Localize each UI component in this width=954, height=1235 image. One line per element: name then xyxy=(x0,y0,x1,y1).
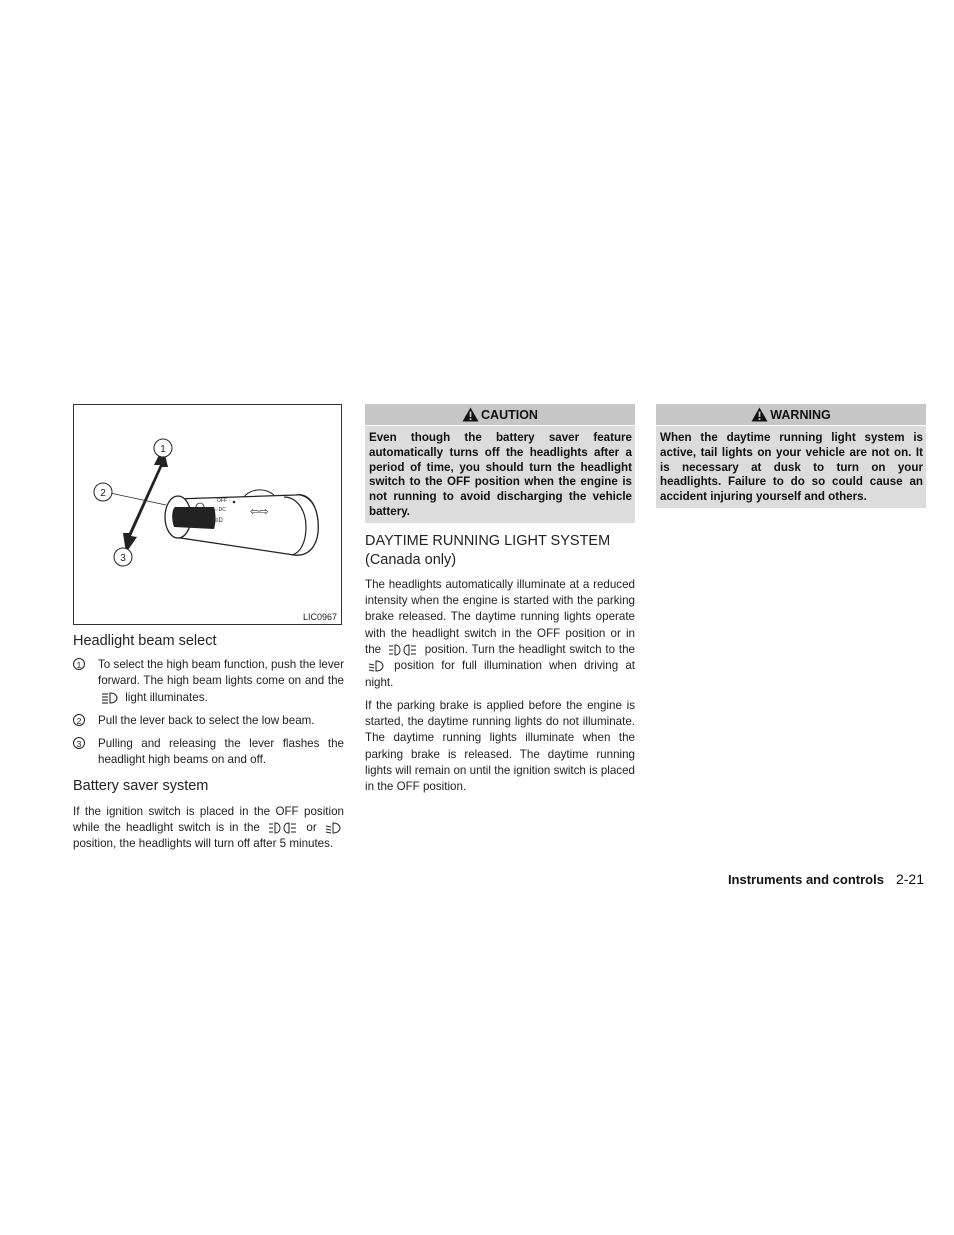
svg-text:1: 1 xyxy=(160,444,166,455)
svg-text:⇦⇨: ⇦⇨ xyxy=(250,505,269,518)
footer-section: Instruments and controls xyxy=(727,872,884,887)
figure-code: LIC0967 xyxy=(302,612,337,622)
battery-saver-title: Battery saver system xyxy=(73,777,209,794)
caution-header xyxy=(365,404,635,425)
svg-text:☼DC: ☼DC xyxy=(214,507,226,513)
warning-triangle-icon xyxy=(462,407,479,422)
svg-text:OFF: OFF xyxy=(217,498,227,504)
warning-label: WARNING xyxy=(770,407,831,422)
drl-paragraph-2: If the parking brake is applied before the engine is started, the daytime running lights do not illuminate. The daytime running lights illuminate when the parking brake is released. The daytime running lights will remain on until the ignition switch is placed in the OFF position. xyxy=(365,698,635,794)
item-number: 1 xyxy=(73,658,85,670)
list-item-text: Pull the lever back to select the low beam. xyxy=(98,713,315,727)
parking-light-icon xyxy=(268,822,298,834)
callout-3 xyxy=(114,548,132,566)
list-item xyxy=(73,713,344,729)
svg-text:3: 3 xyxy=(120,553,126,564)
callout-2 xyxy=(94,483,112,501)
battery-saver-text: If the ignition switch is placed in the OFF position while the headlight switch is in the or position, the headlights will turn off after 5 minutes. xyxy=(73,804,344,851)
column-middle xyxy=(365,404,635,796)
headlight-icon xyxy=(368,660,384,672)
high-beam-icon xyxy=(101,692,119,704)
headlight-lever-figure xyxy=(73,404,342,625)
column-left xyxy=(73,404,344,853)
drl-paragraph-1: The headlights automatically illuminate at a reduced intensity when the engine is started with the parking brake released. The daytime running lights operate with the headlight switch in the OFF position or in the position. Turn the headlight switch to the position for full illumination when driving at night. xyxy=(365,577,635,689)
warning-text: When the daytime running light system is active, tail lights on your vehicle are not on. It is necessary at dusk to turn on your headlights. Failure to do so could cause an accident injuring yourself and others. xyxy=(656,426,926,508)
callout-1 xyxy=(154,439,172,457)
warning-header xyxy=(656,404,926,425)
headlight-icon xyxy=(325,822,341,834)
list-item-text: Pulling and releasing the lever flashes the headlight high beams on and off. xyxy=(98,737,344,767)
svg-text:2: 2 xyxy=(100,488,106,499)
headlight-lever-illustration xyxy=(74,405,343,626)
caution-label: CAUTION xyxy=(481,407,538,422)
item-number: 3 xyxy=(73,737,85,749)
headlight-beam-select-title: Headlight beam select xyxy=(73,633,217,649)
caution-text: Even though the battery saver feature automatically turns off the headlights after a period of time, you should turn the headlight switch to the OFF position when the engine is not running to avoid discharging the vehicle battery. xyxy=(365,426,635,523)
list-item xyxy=(73,736,344,769)
list-item xyxy=(73,657,344,706)
list-item-text: To select the high beam function, push the lever forward. The high beam lights come on and the light illuminates. xyxy=(98,658,344,704)
page-footer xyxy=(728,871,924,887)
drl-title: DAYTIME RUNNING LIGHT SYSTEM (Canada only) xyxy=(365,532,611,568)
page-number: 2-21 xyxy=(895,871,924,887)
column-right xyxy=(656,404,926,508)
parking-light-icon xyxy=(388,644,418,656)
svg-text:≡D: ≡D xyxy=(215,518,223,524)
warning-triangle-icon xyxy=(751,407,768,422)
item-number: 2 xyxy=(73,714,85,726)
